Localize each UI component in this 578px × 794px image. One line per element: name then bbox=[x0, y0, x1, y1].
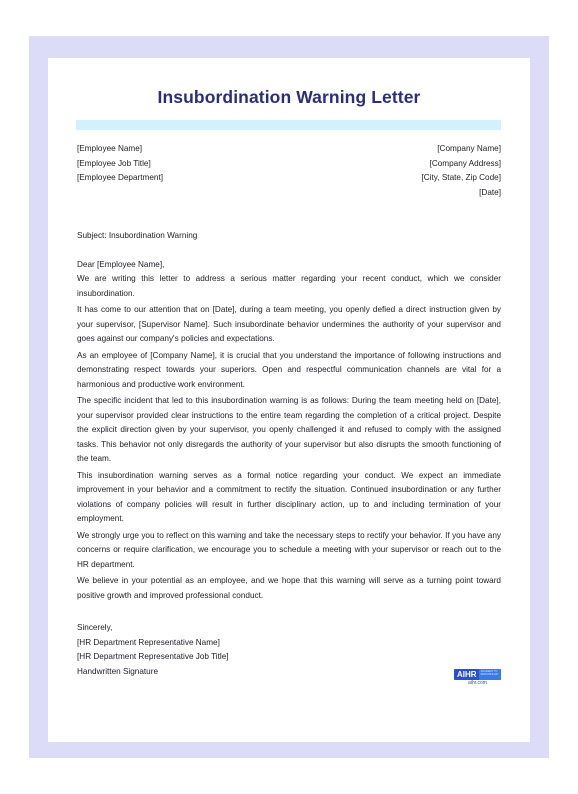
title-underline-bar bbox=[76, 120, 501, 130]
logo-wordmark: AIHR bbox=[457, 670, 477, 679]
body-paragraph: It has come to our attention that on [Date], during a team meeting, you openly defied a direct instruction given by your supervisor, [Supervisor Name]. Such insubordinate behavior undermines the authority of your supervisor and goes against our company's policies and expectations. bbox=[77, 305, 501, 343]
closing-sincerely: Sincerely, bbox=[77, 623, 113, 632]
body-paragraph: We believe in your potential as an employee, and we hope that this warning will serve as a turning point toward positive growth and improved professional conduct. bbox=[77, 576, 501, 600]
hr-rep-title: [HR Department Representative Job Title] bbox=[77, 652, 229, 661]
aihr-logo bbox=[454, 669, 501, 687]
body-paragraph: The specific incident that led to this insubordination warning is as follows: During the team meeting held on [Date], your supervisor provided clear instructions to the entire team regarding the completion of a critical project. Despite the explicit direction given by your supervisor, you openly challenged it and refused to comply with the assigned tasks. This behavior not only disregards the authority of your supervisor but also disrupts the smooth functioning of the team. bbox=[77, 396, 501, 463]
company-name: [Company Name] bbox=[437, 144, 501, 153]
hr-rep-name: [HR Department Representative Name] bbox=[77, 637, 220, 647]
body-paragraph: This insubordination warning serves as a formal notice regarding your conduct. We expect an immediate improvement in your behavior and a commitment to rectify the situation. Continued insubordination or any further violations of company policies will result in further disciplinary action, up to and including termination of your employment. bbox=[77, 470, 501, 523]
body-paragraph: As an employee of [Company Name], it is crucial that you understand the importance of following instructions and demonstrating respect towards your superiors. Open and respectful communication channels are vital for a harmonious and productive work environment. bbox=[77, 350, 501, 389]
letter-date: [Date] bbox=[479, 187, 501, 197]
handwritten-signature: Handwritten Signature bbox=[77, 666, 159, 676]
address-block bbox=[77, 142, 501, 206]
letter-page bbox=[48, 58, 530, 742]
body-paragraph: We strongly urge you to reflect on this warning and take the necessary steps to rectify your behavior. If you have any concerns or require clarification, we encourage you to schedule a meeting with your supervisor or reach out to the HR department. bbox=[77, 530, 501, 569]
letter-title: Insubordination Warning Letter bbox=[157, 87, 421, 107]
employee-job-title: [Employee Job Title] bbox=[77, 158, 151, 168]
subject-line: Subject: Insubordination Warning bbox=[77, 231, 198, 240]
letter-body bbox=[77, 142, 501, 679]
company-city-state-zip: [City, State, Zip Code] bbox=[421, 173, 501, 182]
employee-name: [Employee Name] bbox=[77, 144, 143, 153]
employee-department: [Employee Department] bbox=[77, 173, 164, 182]
logo-url: aihr.com bbox=[468, 680, 487, 686]
company-address: [Company Address] bbox=[429, 158, 501, 168]
salutation: Dear [Employee Name], bbox=[77, 259, 165, 269]
body-paragraph: We are writing this letter to address a serious matter regarding your recent conduct, which we consider insubordination. bbox=[77, 274, 501, 298]
employee-details bbox=[77, 142, 163, 186]
closing-block bbox=[77, 621, 501, 679]
logo-tagline: ACADEMY TO INNOVATE HR bbox=[479, 669, 501, 680]
company-details bbox=[422, 142, 501, 200]
